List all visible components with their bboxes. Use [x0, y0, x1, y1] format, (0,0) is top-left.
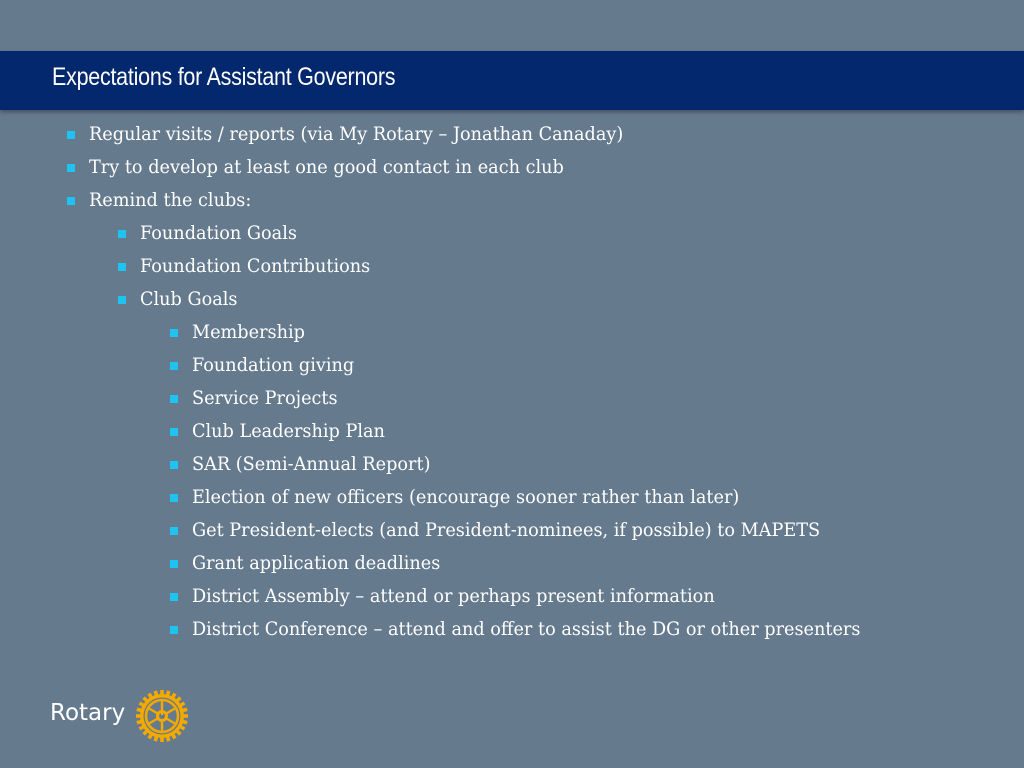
- bullet-item: [0, 151, 1024, 184]
- bullet-text: Membership: [192, 321, 305, 343]
- bullet-text: Get President-elects (and President-nominees, if possible) to MAPETS: [192, 519, 821, 541]
- bullet-item: [0, 448, 1024, 481]
- rotary-wheel-icon: [134, 688, 190, 744]
- bullet-item: [0, 118, 1024, 151]
- bullet-item: [0, 283, 1024, 316]
- square-bullet-icon: [170, 593, 178, 601]
- bullet-text: Remind the clubs:: [89, 189, 252, 211]
- square-bullet-icon: [170, 428, 178, 436]
- square-bullet-icon: [170, 362, 178, 370]
- bullet-text: Foundation Contributions: [140, 255, 371, 277]
- bullet-text: Election of new officers (encourage sooner rather than later): [192, 486, 740, 508]
- square-bullet-icon: [170, 329, 178, 337]
- bullet-item: [0, 316, 1024, 349]
- square-bullet-icon: [67, 164, 75, 172]
- bullet-text: District Assembly – attend or perhaps present information: [192, 585, 715, 607]
- square-bullet-icon: [170, 395, 178, 403]
- bullet-item: [0, 481, 1024, 514]
- bullet-item: [0, 547, 1024, 580]
- square-bullet-icon: [170, 527, 178, 535]
- bullet-text: Grant application deadlines: [192, 552, 441, 574]
- square-bullet-icon: [170, 626, 178, 634]
- square-bullet-icon: [118, 296, 126, 304]
- bullet-item: [0, 184, 1024, 217]
- bullet-item: [0, 415, 1024, 448]
- square-bullet-icon: [67, 131, 75, 139]
- bullet-text: Service Projects: [192, 387, 338, 409]
- square-bullet-icon: [67, 197, 75, 205]
- bullet-item: [0, 514, 1024, 547]
- bullet-item: [0, 613, 1024, 646]
- title-bar: [0, 51, 1024, 110]
- slide-title: Expectations for Assistant Governors: [52, 63, 396, 91]
- bullet-list: [0, 118, 1024, 646]
- bullet-item: [0, 217, 1024, 250]
- bullet-item: [0, 250, 1024, 283]
- square-bullet-icon: [118, 263, 126, 271]
- bullet-text: Foundation giving: [192, 354, 355, 376]
- bullet-text: Club Goals: [140, 288, 238, 310]
- bullet-item: [0, 382, 1024, 415]
- bullet-text: Club Leadership Plan: [192, 420, 385, 442]
- bullet-item: [0, 580, 1024, 613]
- bullet-text: Regular visits / reports (via My Rotary – Jonathan Canaday): [89, 123, 624, 145]
- bullet-text: Foundation Goals: [140, 222, 297, 244]
- bullet-text: District Conference – attend and offer to assist the DG or other presenters: [192, 618, 861, 640]
- bullet-text: Try to develop at least one good contact in each club: [89, 156, 564, 178]
- logo-text: Rotary: [50, 700, 126, 726]
- square-bullet-icon: [170, 461, 178, 469]
- square-bullet-icon: [118, 230, 126, 238]
- square-bullet-icon: [170, 560, 178, 568]
- square-bullet-icon: [170, 494, 178, 502]
- bullet-text: SAR (Semi-Annual Report): [192, 453, 431, 475]
- bullet-item: [0, 349, 1024, 382]
